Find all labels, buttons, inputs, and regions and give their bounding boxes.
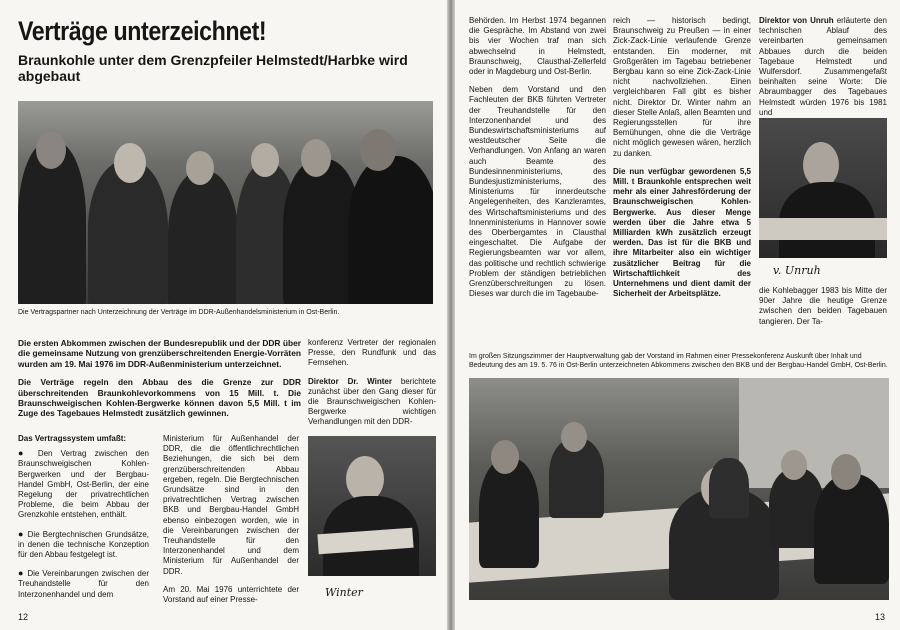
unruh-portrait (759, 118, 887, 258)
photo-caption: Die Vertragspartner nach Unterzeichnung der Verträge im DDR-Außenhandelsministerium in Ost-Berlin. (18, 309, 340, 316)
conference-caption: Im großen Sitzungszimmer der Hauptverwaltung gab der Vorstand im Rahmen einer Pressekonferenz Auskunft über Inhalt und Bedeutung des am 19. 5. 76 in Ost-Berlin unterzeichneten Abkommens zwischen den BKB und der Bergbau-Handel GmbH, Ost-Berlin. (469, 353, 888, 369)
conference-photo (469, 378, 889, 600)
column-2-text: Ministerium für Außenhandel der DDR, die die öffentlichrechtlichen Beziehungen, die sich bei dem grenzüberschreitenden Abbau ergeben, regeln. Die Bergtechnischen Grundsätze sind in den privatrechtlichen Vertrag zwischen BKB und Bergbau-Handel GmbH ebenso einbezogen worden, wie in die Vereinbarungen zwischen der Treuhandstelle für den Interzonenhandel und dem Ministerium für Außenhandel der DDR. (163, 434, 299, 576)
lead-text-2: Die Verträge regeln den Abbau des die Grenze zur DDR überschreitenden Braunkohlevorkommens von 15 Mill. t. Die Braunschweigischen Kohlen-Bergwerke können davon 5,5 Mill. t im Zuge des Tagebaues Helmstedt zusätzlich gewinnen. (18, 377, 301, 419)
headline: Verträge unterzeichnet! (18, 16, 267, 46)
system-heading: Das Vertragssystem umfaßt: (18, 434, 127, 443)
unruh-signature: v. Unruh (773, 264, 821, 277)
right-column-2-text: reich — historisch bedingt, Braunschweig zu Preußen — in einer Zick-Zack-Linie verlaufende Grenze entstanden. Ein moderner, mit Großgeräten im Tagebau betriebener Bergbau kann so eine Zick-Zack-Linie nicht nachvollziehen. Einen vergleichbaren Fall gibt es bisher nicht. Direktor Dr. Winter nahm an dieser Stelle Anlaß, allen Beamten und Regierungsstellen für ihre Bemühungen, ohne die die Verträge nicht möglich gewesen wären, herzlich zu danken. (613, 16, 751, 158)
bullet-dot-icon: ● (18, 448, 38, 459)
right-column-3b (759, 286, 887, 335)
signing-photo (18, 101, 433, 304)
right-column-1 (469, 16, 606, 307)
right-column-1-text: Behörden. Im Herbst 1974 begannen die Gespräche. Im Abstand von zwei bis vier Wochen traf man sich abwechselnd in Helmstedt, Braunschweig, Clausthal-Zellerfeld oder in Magdeburg und Ost-Berlin. (469, 16, 606, 77)
bullet-2-text: Die Bergtechnischen Grundsätze, in denen die technische Konzeption für den Abbau festgelegt ist. (18, 529, 149, 560)
page-number-left: 12 (18, 612, 29, 622)
bullet-1 (18, 448, 149, 520)
column-2 (163, 434, 299, 613)
subheadline: Braunkohle unter dem Grenzpfeiler Helmstedt/Harbke wird abgebaut (18, 52, 408, 84)
right-column-3 (759, 16, 887, 126)
bullet-2 (18, 529, 149, 561)
right-column-3-text: erläuterte den technischen Ablauf des vereinbarten gemeinsamen Abbaues durch die beiden Tagebaue Helmstedt und Wulfersdorf. Zusammengefaßt beinhalten seine Worte: Die Abraumbagger des Tagebaues Helmstedt würden 1976 bis 1981 und (759, 16, 887, 117)
column-1 (18, 434, 149, 608)
book-spine (447, 0, 455, 630)
lead-text-1: Die ersten Abkommen zwischen der Bundesrepublik und der DDR über die gemeinsame Nutzung von grenzüberschreitenden Energie-Vorräten wurden am 19. Mai 1976 im DDR-Außenministerium unterzeichnet. (18, 338, 301, 369)
winter-signature: Winter (325, 586, 363, 599)
right-column-1-text-b: Neben dem Vorstand und den Fachleuten der BKB führten Vertreter der Treuhandstelle für den Interzonenhandel und des Bundeswirtschaftsministeriums auf westdeutscher Seite die Verhandlungen. Von Anfang an waren auch Beamte des Bundesinnenministeriums, des Bundesjustizministeriums, des Ministeriums für innerdeutsche Angelegenheiten, des Kanzleramtes, des Wirtschaftsministeriums und des Innenministeriums in Hannover sowie des Oberbergamtes in Clausthal eingeschaltet. Die Aufgabe der Regierungsbeamten war vor allem, das politische und rechtlich schwierige Problem der ständigen betrieblichen Grenzüberschreitungen zu lösen. Dieses war durch die im Tagebaube- (469, 85, 606, 299)
column-3 (308, 338, 436, 436)
right-column-3b-text: die Kohlebagger 1983 bis Mitte der 90er Jahre die heutige Grenze zwischen den beiden Tagebauen tangieren. Der Ta- (759, 286, 887, 326)
winter-portrait (308, 436, 436, 576)
bullet-3 (18, 568, 149, 600)
bullet-dot-icon: ● (18, 568, 28, 579)
bullet-1-text: Den Vertrag zwischen den Braunschweigischen Kohlen-Bergwerken und der Bergbau-Handel GmbH, Ost-Berlin, der eine Regelung der privatrechtlichen Probleme, die beim Abbau der Grenzkohle entstehen, enthält. (18, 449, 150, 520)
column-2-text-b: Am 20. Mai 1976 unterrichtete der Vorstand auf einer Presse- (163, 584, 299, 605)
right-column-2-bold: Die nun verfügbar gewordenen 5,5 Mill. t Braunkohle entsprechen weit mehr als einer Jahresförderung der Braunschweigischen Kohlen-Bergwerke. Aus dieser Menge werden über die Jahre etwa 5 Milliarden kWh zusätzlich erzeugt werden. Das ist für die BKB und ihre Mitarbeiter also ein wichtiger zusätzlicher Beitrag für die Wirtschaftlichkeit des Unternehmens und dient damit der Sicherheit der Arbeitsplätze. (613, 166, 751, 299)
director-name: Direktor Dr. Winter (308, 376, 392, 386)
director-text: berichtete zunächst über den Gang dieser für die Braunschweigischen Kohlen-Bergwerke wichtigen Verhandlungen mit den DDR- (308, 376, 436, 427)
page-number-right: 13 (875, 612, 886, 622)
bullet-dot-icon: ● (18, 528, 28, 539)
right-page (455, 0, 900, 630)
lead-paragraph (18, 338, 301, 427)
right-column-2 (613, 16, 751, 307)
bullet-3-text: Die Vereinbarungen zwischen der Treuhandstelle für den Interzonenhandel und dem (18, 569, 149, 599)
column-3-text: konferenz Vertreter der regionalen Presse, den Rundfunk und das Fernsehen. (308, 338, 436, 368)
unruh-name: Direktor von Unruh (759, 16, 834, 25)
left-page (0, 0, 447, 630)
